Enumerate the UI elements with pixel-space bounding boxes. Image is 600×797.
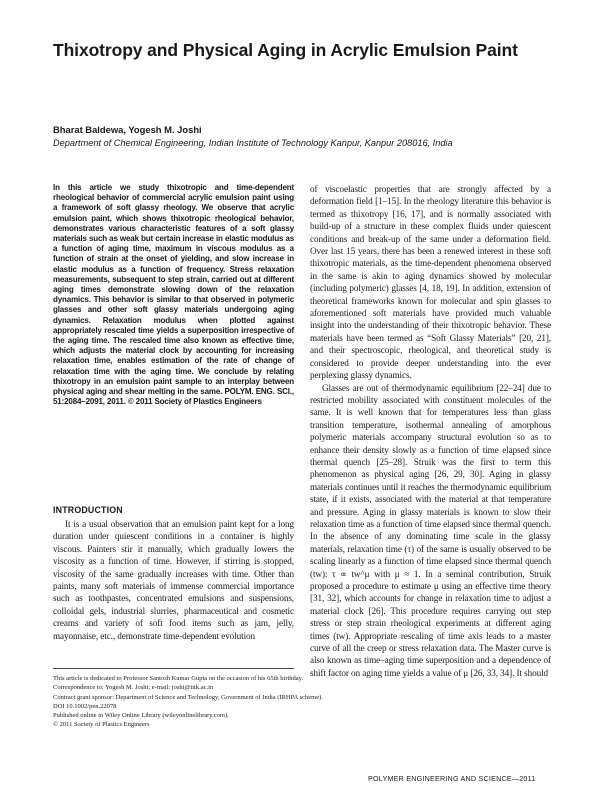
paper-title: Thixotropy and Physical Aging in Acrylic Emulsion Paint: [53, 40, 518, 60]
footnote-doi: DOI 10.1002/pen.22078: [53, 702, 117, 710]
affiliation: Department of Chemical Engineering, Indian Institute of Technology Kanpur, Kanpur 208016, India: [53, 138, 453, 148]
section-heading-introduction: INTRODUCTION: [53, 505, 123, 515]
intro-paragraph: It is a usual observation that an emulsion paint kept for a long duration under quiescent conditions in a container is highly viscous. Painters stir it manually, which gradually lowers the viscosity as a function of time. However, if stirring is stopped, viscosity of the same gradually increases with time. Other than paints, many soft materials of immense commercial importance such as toothpastes, concentrated emulsions and suspensions, colloidal gels, industrial slurries, pharmaceutical and cosmetic creams and variety of soft food items such as jam, jelly, mayonnaise, etc., demonstrate time-dependent evolution: [53, 519, 294, 641]
body-paragraph: of viscoelastic properties that are strongly affected by a deformation field [1–15]. In the rheology literature this behavior is termed as thixotropy [16, 17], and is normally associated with build-up of a structure in these complex fluids under quiescent conditions and break-up of the same under a deformation field. Over last 15 years, there has been a renewed interest in these soft thixotropic materials, as the time-dependent phenomena observed in the same is akin to aging dynamics showed by molecular (including polymeric) glasses [4, 18, 19]. In addition, extension of theoretical frameworks known for molecular and spin glasses to aforementioned soft materials have provided much valuable insight into the understanding of their thixotropic behavior. These materials have been termed as “Soft Glassy Materials” [20, 21], and their spectroscopic, rheological, and theoretical study is considered to provide deeper understanding into the ever perplexing glassy dynamics.: [310, 184, 551, 381]
footnote-grant: Contract grant sponsor: Department of Science and Technology, Government of India (IRHPA scheme).: [53, 693, 323, 701]
author-list: Bharat Baldewa, Yogesh M. Joshi: [53, 124, 202, 135]
page-footer: POLYMER ENGINEERING AND SCIENCE—2011: [368, 774, 536, 783]
footnote-published: Published online in Wiley Online Library (wileyonlinelibrary.com).: [53, 712, 229, 720]
abstract: In this article we study thixotropic and time-dependent rheological behavior of commercial acrylic emulsion paint using a framework of soft glassy rheology. We observe that acrylic emulsion paint, which shows thixotropic rheological behavior, demonstrates various characteristic features of a soft glassy materials such as weak but certain increase in elastic modulus as a function of aging time, maximum in viscous modulus as a function of strain at the onset of yielding, and slow increase in elastic modulus as a function of frequency. Stress relaxation measurements, subsequent to step strain, carried out at different aging times demonstrate slowing down of the relaxation dynamics. This behavior is similar to that observed in polymeric glasses and other soft glassy materials undergoing aging dynamics. Relaxation modulus when plotted against appropriately rescaled time yields a superposition irrespective of the aging time. The rescaled time also known as effective time, which adjusts the material clock by accounting for increasing relaxation time, enables estimation of the rate of change of relaxation time with the aging time. We conclude by relating thixotropy in an emulsion paint sample to an interplay between physical aging and shear melting in the same. POLYM. ENG. SCI., 51:2084–2091, 2011. © 2011 Society of Plastics Engineers: [53, 183, 294, 407]
introduction-body: [53, 518, 294, 642]
footnotes: [53, 674, 323, 730]
footnote-correspondence: Correspondence to: Yogesh M. Joshi; e-mail: joshi@iitk.ac.in: [53, 684, 214, 692]
body-paragraph: Glasses are out of thermodynamic equilibrium [22–24] due to restricted mobility associated with constituent molecules of the same. It is well known that for temperatures less than glass transition temperature, isothermal annealing of amorphous polymeric materials accompany structural evolution so as to enhance their density slowly as a function of time elapsed since thermal quench [25–28]. Struik was the first to term this phenomenon as physical aging [26, 29, 30]. Aging in glassy materials continues until it reaches the thermodynamic equilibrium state, if it exists, associated with the material at that temperature and pressure. Aging in glassy materials is known to slow their relaxation time as a function of time elapsed since thermal quench. In the absence of any dominating time scale in the glassy materials, relaxation time (τ) of the same is usually observed to be scaling linearly as a function of time elapsed since thermal quench (tw): τ ∝ tw^μ with μ ≈ 1. In a seminal contribution, Struik proposed a procedure to estimate μ using an effective time theory [31, 32], which accounts for change in relaxation time to adjust a material clock [26]. This procedure requires carrying out step stress or step strain rheological experiments at different aging times (tw). Appropriate rescaling of time axis leads to a master curve of all the creep or stress relaxation data. The Master curve is also known as time–aging time superposition and a dependence of shift factor on aging time yields a value of μ [26, 33, 34]. It should: [310, 382, 551, 678]
footnote-divider: [53, 668, 294, 669]
footnote-copyright: © 2011 Society of Plastics Engineers: [53, 721, 150, 729]
footnote-dedication: This article is dedicated to Professor Santosh Kumar Gupta on the occasion of his 65th birthday.: [53, 675, 304, 682]
right-column: [310, 183, 551, 679]
